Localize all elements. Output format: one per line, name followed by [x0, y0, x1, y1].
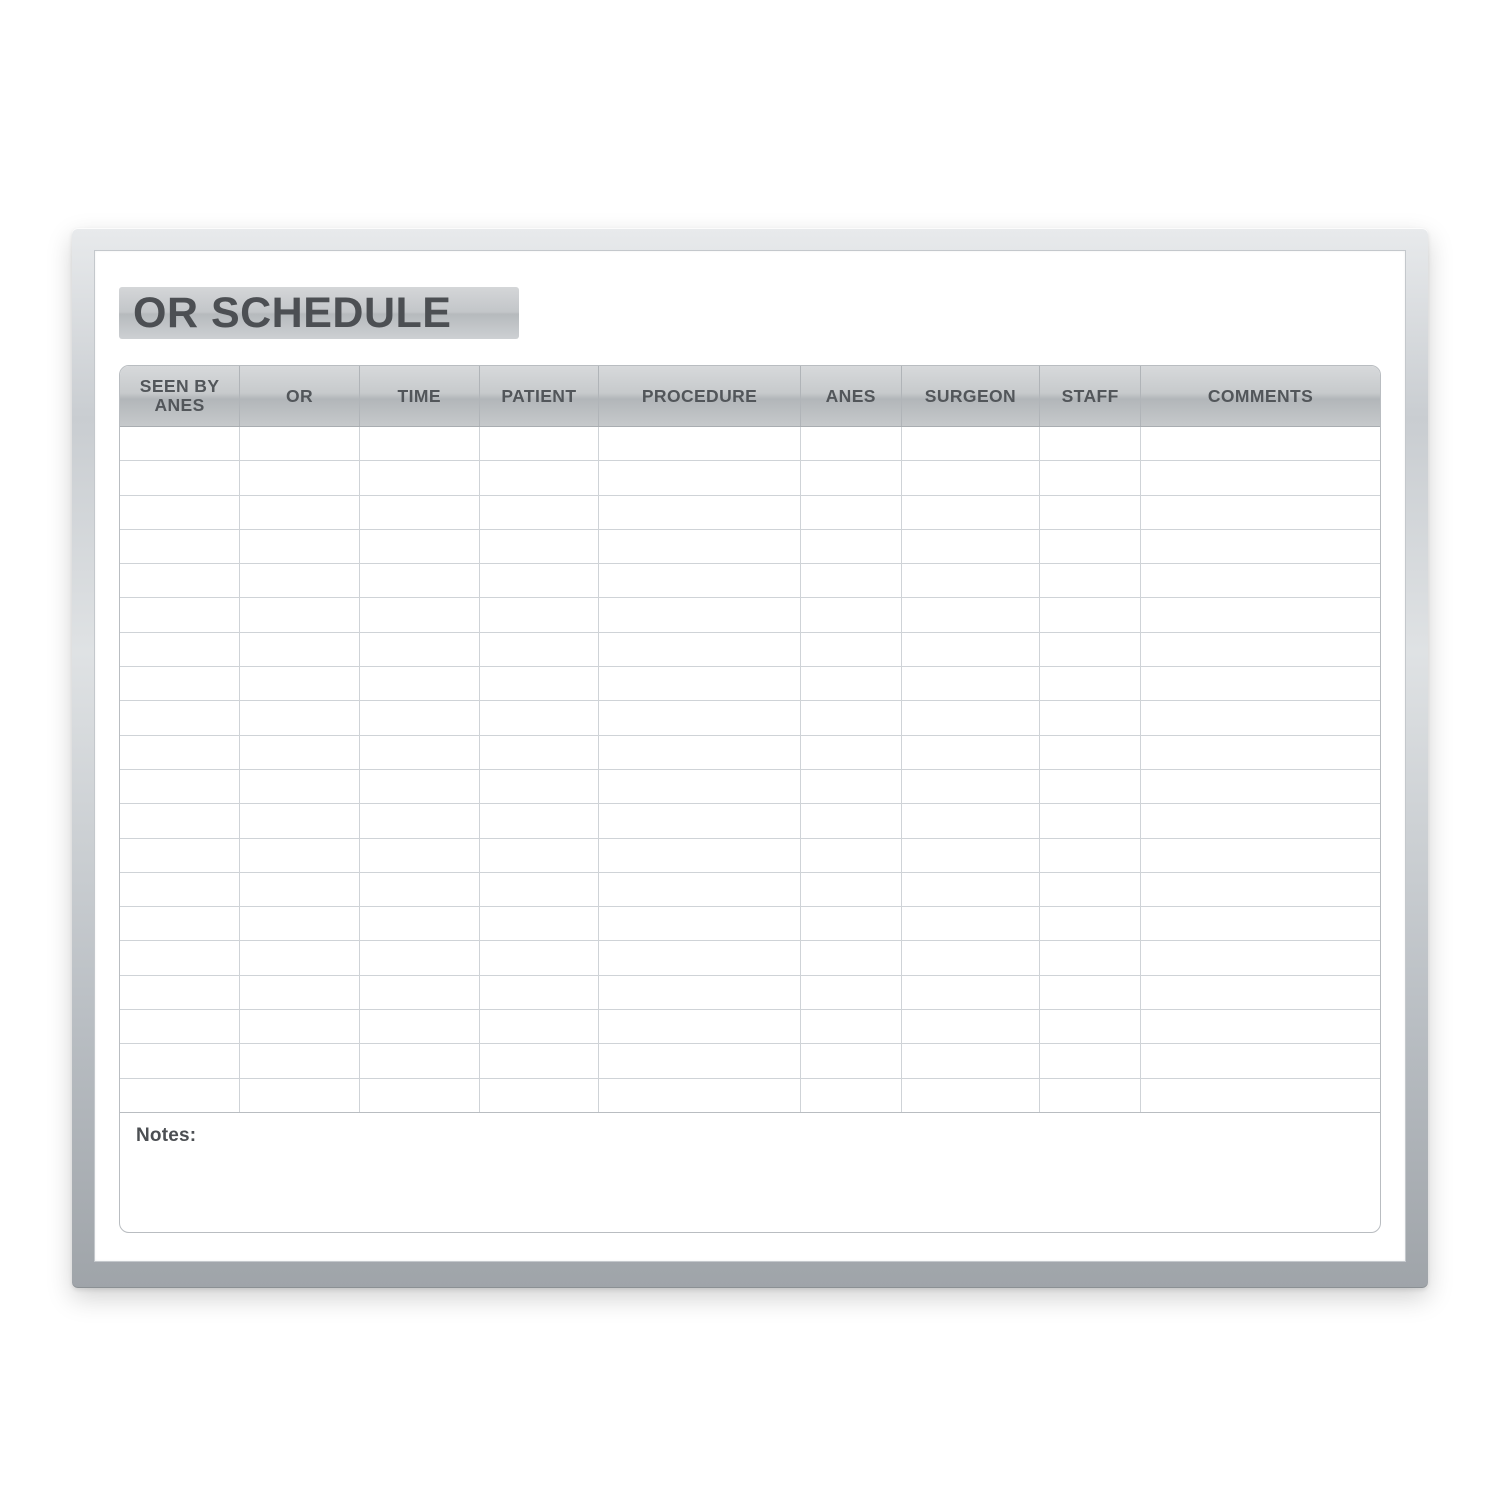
table-header-row — [120, 366, 1380, 427]
table-cell[interactable] — [120, 941, 240, 975]
table-cell[interactable] — [240, 632, 360, 666]
table-row — [120, 564, 1380, 598]
table-cell[interactable] — [240, 564, 360, 598]
table-cell[interactable] — [479, 941, 599, 975]
table-cell[interactable] — [1141, 804, 1380, 838]
table-cell[interactable] — [599, 701, 801, 735]
table-row — [120, 975, 1380, 1009]
table-cell[interactable] — [800, 1010, 901, 1044]
column-header-line: ANES — [825, 385, 876, 406]
table-cell[interactable] — [1040, 769, 1141, 803]
table-cell[interactable] — [240, 529, 360, 563]
table-cell[interactable] — [120, 1044, 240, 1078]
table-cell[interactable] — [359, 735, 479, 769]
table-cell[interactable] — [1141, 1010, 1380, 1044]
table-cell[interactable] — [479, 461, 599, 495]
table-row — [120, 838, 1380, 872]
table-cell[interactable] — [120, 975, 240, 1009]
table-cell[interactable] — [1040, 632, 1141, 666]
table-cell[interactable] — [800, 975, 901, 1009]
table-cell[interactable] — [1040, 529, 1141, 563]
table-cell[interactable] — [240, 427, 360, 461]
table-cell[interactable] — [120, 907, 240, 941]
table-cell[interactable] — [800, 838, 901, 872]
table-cell[interactable] — [800, 1078, 901, 1112]
table-cell[interactable] — [359, 667, 479, 701]
table-cell[interactable] — [901, 838, 1040, 872]
table-row — [120, 941, 1380, 975]
table-row — [120, 804, 1380, 838]
table-cell[interactable] — [1040, 598, 1141, 632]
table-cell[interactable] — [800, 1044, 901, 1078]
table-cell[interactable] — [479, 838, 599, 872]
table-cell[interactable] — [901, 941, 1040, 975]
table-cell[interactable] — [800, 598, 901, 632]
table-cell[interactable] — [1141, 1044, 1380, 1078]
table-cell[interactable] — [1141, 667, 1380, 701]
table-header — [120, 366, 1380, 427]
table-cell[interactable] — [599, 461, 801, 495]
table-body — [120, 427, 1380, 1113]
table-cell[interactable] — [479, 495, 599, 529]
table-row — [120, 907, 1380, 941]
table-cell[interactable] — [240, 838, 360, 872]
column-header-line: TIME — [397, 385, 441, 406]
table-cell[interactable] — [479, 632, 599, 666]
table-cell[interactable] — [479, 1044, 599, 1078]
table-cell[interactable] — [359, 907, 479, 941]
table-cell[interactable] — [240, 907, 360, 941]
table-cell[interactable] — [1141, 872, 1380, 906]
table-cell[interactable] — [240, 872, 360, 906]
table-cell[interactable] — [120, 838, 240, 872]
table-cell[interactable] — [901, 872, 1040, 906]
notes-section[interactable] — [120, 1113, 1380, 1147]
table-cell[interactable] — [800, 667, 901, 701]
table-cell[interactable] — [120, 735, 240, 769]
table-cell[interactable] — [599, 495, 801, 529]
table-cell[interactable] — [800, 941, 901, 975]
table-cell[interactable] — [599, 838, 801, 872]
table-cell[interactable] — [1141, 564, 1380, 598]
table-cell[interactable] — [120, 769, 240, 803]
page-title: OR SCHEDULE — [133, 288, 452, 337]
table-cell[interactable] — [120, 427, 240, 461]
table-cell[interactable] — [800, 495, 901, 529]
table-cell[interactable] — [599, 598, 801, 632]
column-header-comments — [1141, 366, 1380, 427]
column-header-anes — [800, 366, 901, 427]
table-cell[interactable] — [901, 1044, 1040, 1078]
table-cell[interactable] — [599, 769, 801, 803]
table-cell[interactable] — [120, 804, 240, 838]
table-row — [120, 769, 1380, 803]
table-row — [120, 461, 1380, 495]
table-cell[interactable] — [901, 667, 1040, 701]
table-cell[interactable] — [599, 1044, 801, 1078]
table-cell[interactable] — [120, 1078, 240, 1112]
table-cell[interactable] — [1040, 1010, 1141, 1044]
table-cell[interactable] — [479, 804, 599, 838]
table-cell[interactable] — [800, 701, 901, 735]
table-cell[interactable] — [479, 427, 599, 461]
title-plate — [119, 287, 519, 339]
column-header-line: COMMENTS — [1207, 385, 1314, 406]
table-cell[interactable] — [240, 1044, 360, 1078]
whiteboard-frame — [72, 228, 1428, 1288]
table-cell[interactable] — [599, 872, 801, 906]
table-cell[interactable] — [1040, 667, 1141, 701]
table-cell[interactable] — [479, 769, 599, 803]
table-cell[interactable] — [901, 427, 1040, 461]
table-cell[interactable] — [800, 769, 901, 803]
table-cell[interactable] — [1040, 838, 1141, 872]
table-cell[interactable] — [479, 598, 599, 632]
table-cell[interactable] — [120, 529, 240, 563]
table-cell[interactable] — [359, 1044, 479, 1078]
table-cell[interactable] — [599, 907, 801, 941]
table-cell[interactable] — [1141, 701, 1380, 735]
table-cell[interactable] — [120, 1010, 240, 1044]
table-cell[interactable] — [359, 632, 479, 666]
table-cell[interactable] — [240, 769, 360, 803]
table-cell[interactable] — [359, 872, 479, 906]
table-cell[interactable] — [1141, 735, 1380, 769]
table-cell[interactable] — [359, 495, 479, 529]
table-cell[interactable] — [1040, 461, 1141, 495]
table-row — [120, 667, 1380, 701]
table-row — [120, 427, 1380, 461]
table-cell[interactable] — [1040, 941, 1141, 975]
table-cell[interactable] — [901, 735, 1040, 769]
table-cell[interactable] — [1040, 804, 1141, 838]
column-header-line: SEEN BY — [139, 376, 220, 397]
column-header-staff — [1040, 366, 1141, 427]
table-cell[interactable] — [1141, 632, 1380, 666]
table-cell[interactable] — [1040, 495, 1141, 529]
table-cell[interactable] — [901, 461, 1040, 495]
table-cell[interactable] — [800, 529, 901, 563]
table-cell[interactable] — [1040, 1078, 1141, 1112]
table-row — [120, 598, 1380, 632]
table-cell[interactable] — [359, 1010, 479, 1044]
table-cell[interactable] — [901, 907, 1040, 941]
table-row — [120, 735, 1380, 769]
table-cell[interactable] — [479, 667, 599, 701]
table-row — [120, 495, 1380, 529]
table-cell[interactable] — [599, 975, 801, 1009]
table-cell[interactable] — [359, 461, 479, 495]
table-cell[interactable] — [1141, 975, 1380, 1009]
table-cell[interactable] — [120, 701, 240, 735]
table-cell[interactable] — [240, 941, 360, 975]
table-cell[interactable] — [479, 701, 599, 735]
table-row — [120, 632, 1380, 666]
table-cell[interactable] — [599, 1010, 801, 1044]
table-cell[interactable] — [240, 1010, 360, 1044]
table-cell[interactable] — [800, 804, 901, 838]
column-header-surgeon — [901, 366, 1040, 427]
table-cell[interactable] — [800, 735, 901, 769]
table-cell[interactable] — [1040, 564, 1141, 598]
table-cell[interactable] — [1141, 461, 1380, 495]
table-cell[interactable] — [901, 804, 1040, 838]
table-cell[interactable] — [1040, 1044, 1141, 1078]
table-cell[interactable] — [1141, 941, 1380, 975]
table-cell[interactable] — [800, 907, 901, 941]
schedule-grid — [119, 365, 1381, 1233]
whiteboard-surface — [94, 250, 1406, 1262]
table-row — [120, 529, 1380, 563]
table-cell[interactable] — [120, 564, 240, 598]
table-cell[interactable] — [359, 804, 479, 838]
column-header-patient — [479, 366, 599, 427]
table-cell[interactable] — [479, 975, 599, 1009]
table-cell[interactable] — [800, 564, 901, 598]
table-cell[interactable] — [240, 701, 360, 735]
table-cell[interactable] — [479, 872, 599, 906]
column-header-line: STAFF — [1061, 385, 1119, 406]
column-header-line: OR — [286, 385, 314, 406]
table-cell[interactable] — [240, 975, 360, 1009]
table-row — [120, 872, 1380, 906]
table-cell[interactable] — [120, 495, 240, 529]
table-cell[interactable] — [359, 564, 479, 598]
table-cell[interactable] — [1141, 907, 1380, 941]
table-cell[interactable] — [359, 529, 479, 563]
column-header-seen-by-anes — [120, 366, 240, 427]
table-cell[interactable] — [599, 941, 801, 975]
table-cell[interactable] — [800, 427, 901, 461]
table-cell[interactable] — [479, 529, 599, 563]
table-cell[interactable] — [240, 804, 360, 838]
table-cell[interactable] — [479, 1010, 599, 1044]
column-header-line: SURGEON — [924, 385, 1017, 406]
table-cell[interactable] — [479, 735, 599, 769]
table-cell[interactable] — [359, 838, 479, 872]
table-cell[interactable] — [1141, 495, 1380, 529]
table-cell[interactable] — [120, 667, 240, 701]
table-cell[interactable] — [599, 564, 801, 598]
table-cell[interactable] — [599, 1078, 801, 1112]
table-cell[interactable] — [901, 598, 1040, 632]
table-cell[interactable] — [240, 1078, 360, 1112]
table-cell[interactable] — [599, 735, 801, 769]
table-cell[interactable] — [120, 598, 240, 632]
table-cell[interactable] — [599, 804, 801, 838]
column-header-line: PROCEDURE — [641, 385, 758, 406]
table-cell[interactable] — [1040, 427, 1141, 461]
table-row — [120, 1078, 1380, 1112]
table-cell[interactable] — [120, 632, 240, 666]
table-cell[interactable] — [240, 735, 360, 769]
table-cell[interactable] — [1040, 907, 1141, 941]
table-cell[interactable] — [120, 872, 240, 906]
table-cell[interactable] — [359, 975, 479, 1009]
table-cell[interactable] — [1040, 872, 1141, 906]
table-cell[interactable] — [359, 941, 479, 975]
table-cell[interactable] — [800, 872, 901, 906]
table-cell[interactable] — [901, 632, 1040, 666]
table-cell[interactable] — [479, 907, 599, 941]
table-cell[interactable] — [599, 529, 801, 563]
table-cell[interactable] — [359, 769, 479, 803]
table-cell[interactable] — [599, 632, 801, 666]
table-cell[interactable] — [1141, 1078, 1380, 1112]
table-cell[interactable] — [1040, 975, 1141, 1009]
table-cell[interactable] — [1141, 427, 1380, 461]
table-cell[interactable] — [800, 632, 901, 666]
table-cell[interactable] — [240, 461, 360, 495]
table-cell[interactable] — [901, 1010, 1040, 1044]
table-row — [120, 1044, 1380, 1078]
table-cell[interactable] — [120, 461, 240, 495]
table-row — [120, 701, 1380, 735]
table-cell[interactable] — [901, 701, 1040, 735]
table-cell[interactable] — [359, 701, 479, 735]
table-cell[interactable] — [599, 667, 801, 701]
column-header-line: PATIENT — [501, 385, 577, 406]
table-cell[interactable] — [240, 598, 360, 632]
column-header-time — [359, 366, 479, 427]
column-header-procedure — [599, 366, 801, 427]
table-cell[interactable] — [800, 461, 901, 495]
table-cell[interactable] — [359, 427, 479, 461]
table-cell[interactable] — [479, 1078, 599, 1112]
table-cell[interactable] — [359, 598, 479, 632]
table-cell[interactable] — [1040, 701, 1141, 735]
table-row — [120, 1010, 1380, 1044]
table-cell[interactable] — [1141, 769, 1380, 803]
table-cell[interactable] — [901, 1078, 1040, 1112]
table-cell[interactable] — [359, 1078, 479, 1112]
table-cell[interactable] — [240, 667, 360, 701]
table-cell[interactable] — [901, 495, 1040, 529]
table-cell[interactable] — [1040, 735, 1141, 769]
table-cell[interactable] — [1141, 598, 1380, 632]
table-cell[interactable] — [240, 495, 360, 529]
table-cell[interactable] — [901, 769, 1040, 803]
table-cell[interactable] — [901, 564, 1040, 598]
table-cell[interactable] — [599, 427, 801, 461]
table-cell[interactable] — [901, 529, 1040, 563]
column-header-line: ANES — [154, 395, 205, 415]
table-cell[interactable] — [479, 564, 599, 598]
schedule-table — [120, 366, 1380, 1113]
table-cell[interactable] — [1141, 529, 1380, 563]
table-cell[interactable] — [1141, 838, 1380, 872]
notes-label: Notes: — [136, 1124, 197, 1146]
column-header-or — [240, 366, 360, 427]
table-cell[interactable] — [901, 975, 1040, 1009]
